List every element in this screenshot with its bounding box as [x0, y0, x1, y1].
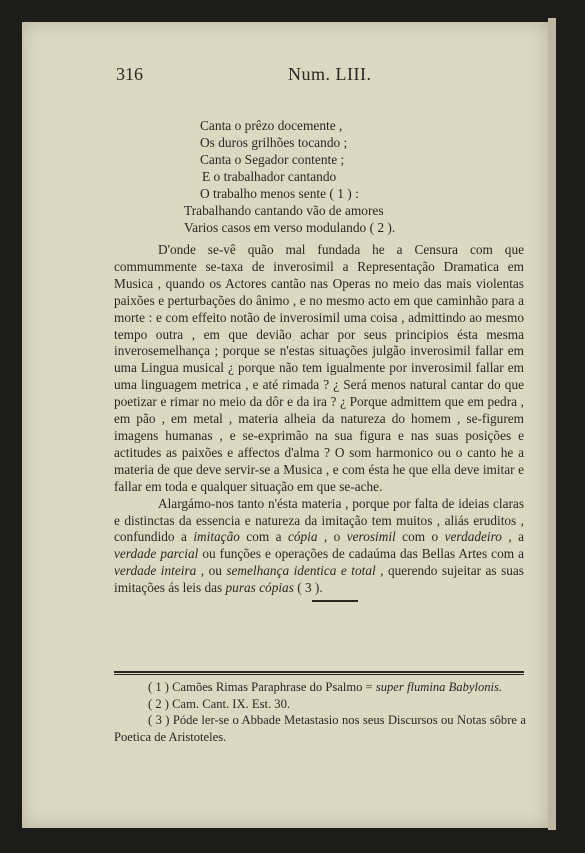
verse-quotation-2 [184, 202, 395, 236]
verse-line: Varios casos em verso modulando ( 2 ). [184, 220, 396, 236]
verse-quotation-1 [200, 117, 359, 202]
page-header [116, 64, 488, 90]
verse-line: Os duros grilhões tocando ; [200, 135, 348, 151]
next-page-edge [548, 18, 556, 830]
verse-line: E o trabalhador cantando [202, 169, 337, 185]
book-page [22, 22, 548, 828]
verse-line: Canta o prêzo docemente , [200, 118, 343, 133]
footnote: ( 1 ) Camões Rimas Paraphrase do Psalmo = super flumina Babylonis. [148, 680, 503, 694]
footnote-rule-thin [114, 674, 524, 675]
footnote-rule [114, 671, 524, 673]
footnote: ( 3 ) Póde ler-se o Abbade Metastasio nos seus Discursos ou Notas sôbre a Poetica de Aristoteles. [114, 713, 526, 744]
paragraph: Alargámo-nos tanto n'ésta materia , porque por falta de ideias claras e distinctas da essencia e natureza da imitação tem muitos , aliás eruditos , confundido a imitação com a cópia , o verosimil com o verdadeiro , a verdade parcial ou funções e operações de cadaúma das Bellas Artes com a verdade inteira , ou semelhança identica e total , querendo sujeitar as suas imitações ás leis das puras cópias ( 3 ). [114, 495, 525, 596]
footnote: ( 2 ) Cam. Cant. IX. Est. 30. [148, 696, 291, 711]
running-head: Num. LIII. [288, 64, 372, 84]
verse-line: Trabalhando cantando vão de amores [184, 203, 384, 218]
body-text [114, 242, 524, 597]
paragraph: D'onde se-vê quão mal fundada he a Censura com que commummente se-taxa de inverosimil a Representação Dramatica em Musica , quando os Actores cantão nas Operas no meio das mais violentas paixões e perturbações do ânimo , e no mesmo acto em que caminhão para a morte : e com effeito notão de inverosimil uma coisa , admittindo ao mesmo tempo outra , em que devião achar por seus principios ésta mesma inverosemelhança ; porque se n'estas situações julgão inverosimil fallar em uma Lingua musical ¿ porque não tem igualmente por inverosimil fallar em uma linguagem metrica , e até rimada ? ¿ Será menos natural cantar do que poetizar e rimar no meio da dôr e da ira ? ¿ Porque admittem que em pedra , em pão , em metal , materia alheia da natureza do homem , se-figurem imagens humanas , e se-exprimão na sua figura e nas suas posições e actitudes as paixões e affectos d'alma ? O som harmonico ou o canto he a materia de que deve servir-se a Musica , e com ésta he que ella deve imitar e fallar em toda e qualquer situação em que se-ache. [114, 242, 524, 494]
verse-line: Canta o Segador contente ; [200, 152, 345, 168]
footnotes [114, 679, 526, 745]
section-divider [312, 600, 358, 602]
verse-line: O trabalho menos sente ( 1 ) : [200, 186, 359, 202]
page-number: 316 [116, 64, 143, 84]
